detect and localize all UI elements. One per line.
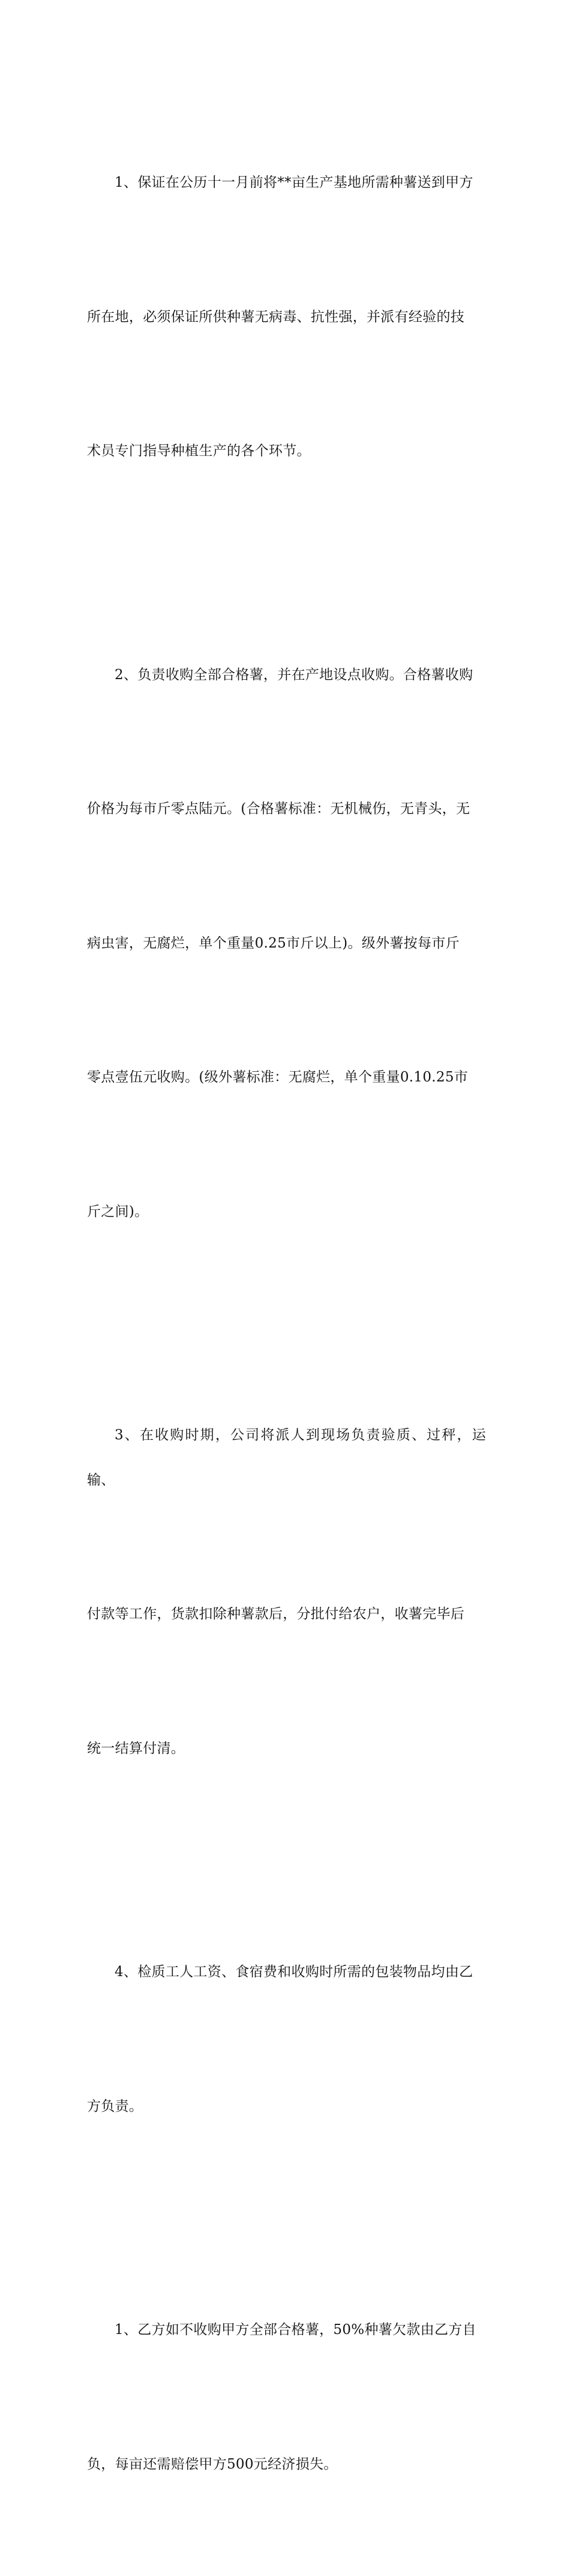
paragraph-1 — [87, 71, 486, 563]
paragraph-5 — [87, 2218, 486, 2576]
paragraph-line: 2、负责收购全部合格薯，并在产地设点收购。合格薯收购 — [115, 667, 473, 683]
paragraph-line: 统一结算付清。 — [87, 1740, 185, 1756]
paragraph-2 — [87, 563, 486, 1324]
paragraph-line: 病虫害，无腐烂，单个重量0.25市斤以上)。级外薯按每市斤 — [87, 935, 460, 951]
paragraph-line: 负，每亩还需赔偿甲方500元经济损失。 — [87, 2456, 338, 2472]
document-body — [87, 71, 486, 2576]
paragraph-line: 术员专门指导种植生产的各个环节。 — [87, 443, 311, 459]
paragraph-line: 方负责。 — [87, 2098, 143, 2114]
paragraph-4 — [87, 1860, 486, 2218]
paragraph-3 — [87, 1323, 486, 1860]
paragraph-line: 价格为每市斤零点陆元。(合格薯标准：无机械伤，无青头，无 — [87, 801, 470, 817]
paragraph-line: 4、检质工人工资、食宿费和收购时所需的包装物品均由乙 — [115, 1964, 473, 1980]
paragraph-line: 1、乙方如不收购甲方全部合格薯，50%种薯欠款由乙方自 — [115, 2322, 476, 2338]
paragraph-line: 付款等工作，货款扣除种薯款后，分批付给农户，收薯完毕后 — [87, 1606, 465, 1622]
paragraph-line: 零点壹伍元收购。(级外薯标准：无腐烂，单个重量0.10.25市 — [87, 1069, 469, 1085]
paragraph-line: 1、保证在公历十一月前将**亩生产基地所需种薯送到甲方 — [115, 175, 473, 190]
paragraph-line: 3、在收购时期，公司将派人到现场负责验质、过秤，运输、 — [87, 1427, 486, 1488]
paragraph-line: 所在地，必须保证所供种薯无病毒、抗性强，并派有经验的技 — [87, 309, 465, 325]
paragraph-line: 斤之间)。 — [87, 1203, 149, 1220]
